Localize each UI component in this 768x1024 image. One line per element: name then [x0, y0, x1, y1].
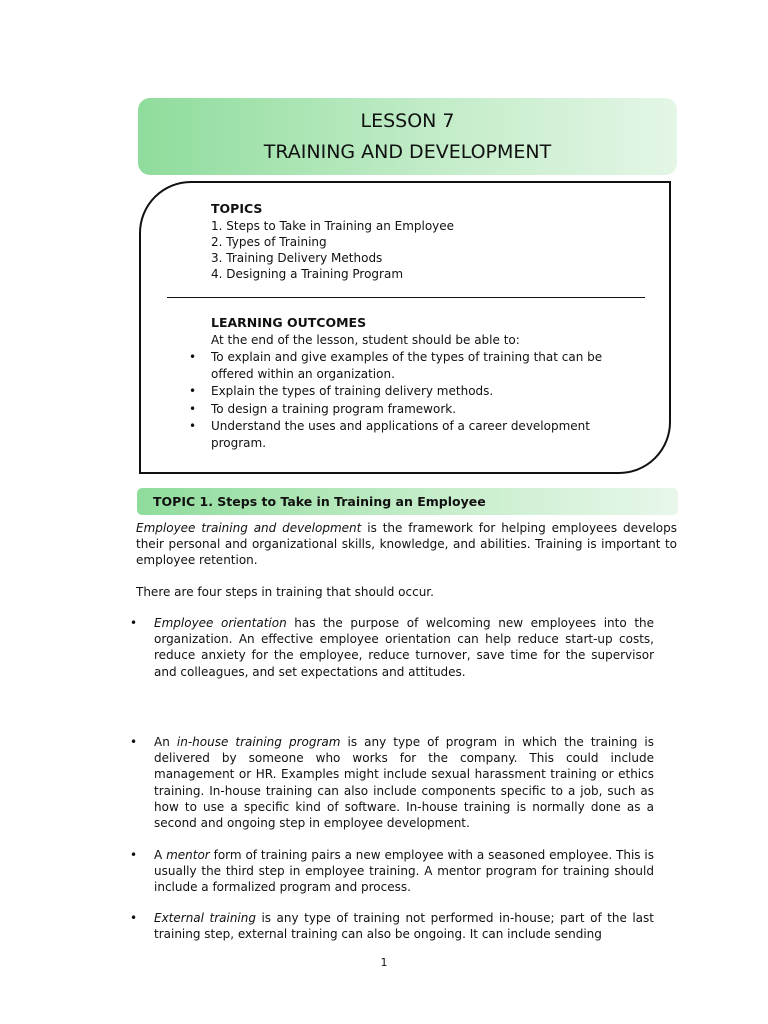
bullet-icon: •	[189, 384, 197, 398]
topics-section	[211, 201, 454, 282]
bullet-icon: •	[189, 419, 197, 433]
bullet-icon: •	[130, 848, 138, 862]
bullet-icon: •	[130, 735, 138, 749]
intro-paragraph	[136, 520, 677, 569]
step-text: has the purpose of welcoming new employees into the organization. An effective employee orientation can help reduce start-up costs, reduce anxiety for the employee, reduce turnover, save time for the supervisor and colleagues, and set expectations and attitudes.	[154, 616, 655, 679]
outcome-text: To design a training program framework.	[211, 401, 457, 416]
intro-text: is the framework for helping employees develops their personal and organizational skills, knowledge, and abilities. Training is important to employee retention.	[136, 521, 677, 568]
bullet-icon: •	[189, 350, 197, 364]
step-mentor	[130, 847, 654, 896]
step-external-training	[130, 910, 654, 942]
step-text: is any type of program in which the training is delivered by someone who works for the company. This could include management or HR. Examples might include sexual harassment training or ethics training. In-house training can also include components specific to a job, such as how to use a specific kind of software. In-house training is normally done as a second and ongoing step in employee development.	[154, 735, 654, 831]
outcome-text: Explain the types of training delivery methods.	[211, 384, 494, 398]
step-orientation	[130, 615, 655, 680]
step-text: is any type of training not performed in-house; part of the last training step, external training can also be ongoing. It can include sending	[154, 911, 654, 942]
lesson-header	[138, 98, 677, 175]
page-number: 1	[380, 956, 388, 969]
topic-item: 4. Designing a Training Program	[211, 267, 404, 281]
lesson-title: TRAINING AND DEVELOPMENT	[263, 141, 552, 163]
bullet-icon: •	[130, 911, 138, 925]
outcome-item	[189, 349, 621, 382]
step-term: in-house training program	[176, 735, 341, 749]
lesson-number: LESSON 7	[360, 110, 455, 132]
step-pre: A	[154, 848, 167, 862]
topic-1-heading: TOPIC 1. Steps to Take in Training an Employee	[137, 488, 678, 515]
topic-item: 2. Types of Training	[211, 235, 327, 249]
step-in-house-training	[130, 734, 654, 831]
step-term: mentor	[166, 848, 210, 862]
learning-outcomes-section	[189, 315, 621, 451]
step-pre: An	[154, 735, 177, 749]
bullet-icon: •	[189, 401, 197, 416]
outcomes-intro: At the end of the lesson, student should be able to:	[211, 332, 520, 347]
outcome-item	[189, 383, 621, 400]
step-term: External training	[154, 911, 256, 925]
outcome-item	[189, 418, 621, 451]
steps-intro: There are four steps in training that should occur.	[136, 585, 434, 599]
outcomes-heading: LEARNING OUTCOMES	[211, 315, 367, 330]
topic-item: 3. Training Delivery Methods	[211, 251, 383, 265]
step-term: Employee orientation	[154, 616, 287, 630]
intro-term: Employee training and development	[136, 521, 362, 535]
topics-heading: TOPICS	[211, 201, 263, 216]
bullet-icon: •	[130, 616, 138, 630]
outcome-item	[189, 401, 621, 418]
step-text: form of training pairs a new employee with a seasoned employee. This is usually the third step in employee training. A mentor program for training should include a formalized program and process.	[154, 848, 654, 895]
section-divider	[167, 297, 645, 298]
topic-item: 1. Steps to Take in Training an Employee	[211, 219, 455, 233]
outcome-text: Understand the uses and applications of a career development program.	[211, 419, 590, 450]
outcomes-list	[189, 349, 621, 451]
lesson-outline-box	[139, 181, 671, 474]
outcome-text: To explain and give examples of the types of training that can be offered within an organization.	[211, 350, 603, 381]
